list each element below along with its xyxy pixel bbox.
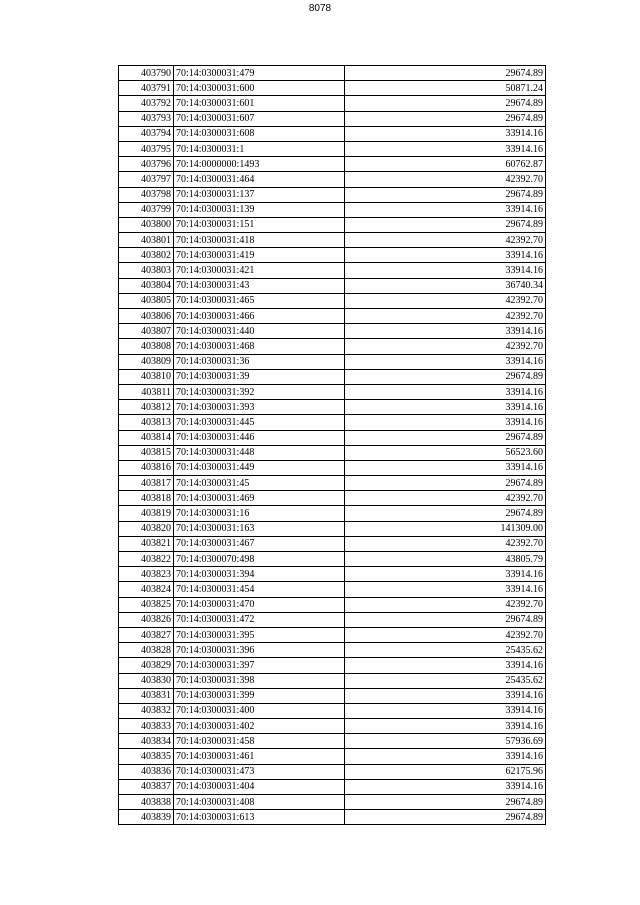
- value-cell: 33914.16: [345, 248, 546, 263]
- row-number-cell: 403813: [119, 415, 174, 430]
- value-cell: 33914.16: [345, 202, 546, 217]
- table-row: [119, 172, 546, 187]
- table-row: [119, 263, 546, 278]
- value-cell: 62175.96: [345, 764, 546, 779]
- value-cell: 33914.16: [345, 779, 546, 794]
- cadastral-number-cell: 70:14:0300031:45: [174, 476, 345, 491]
- value-cell: 33914.16: [345, 354, 546, 369]
- row-number-cell: 403832: [119, 703, 174, 718]
- row-number-cell: 403806: [119, 309, 174, 324]
- value-cell: 33914.16: [345, 582, 546, 597]
- cadastral-number-cell: 70:14:0300031:36: [174, 354, 345, 369]
- cadastral-number-cell: 70:14:0300031:473: [174, 764, 345, 779]
- value-cell: 33914.16: [345, 567, 546, 582]
- table-row: [119, 309, 546, 324]
- row-number-cell: 403790: [119, 66, 174, 81]
- cadastral-number-cell: 70:14:0300031:613: [174, 810, 345, 825]
- row-number-cell: 403802: [119, 248, 174, 263]
- cadastral-number-cell: 70:14:0300031:163: [174, 521, 345, 536]
- cadastral-number-cell: 70:14:0300031:39: [174, 369, 345, 384]
- row-number-cell: 403794: [119, 126, 174, 141]
- table-row: [119, 354, 546, 369]
- value-cell: 33914.16: [345, 324, 546, 339]
- cadastral-number-cell: 70:14:0300031:139: [174, 202, 345, 217]
- value-cell: 29674.89: [345, 96, 546, 111]
- value-cell: 42392.70: [345, 293, 546, 308]
- cadastral-number-cell: 70:14:0300031:468: [174, 339, 345, 354]
- table-row: [119, 217, 546, 232]
- table-row: [119, 445, 546, 460]
- value-cell: 33914.16: [345, 749, 546, 764]
- value-cell: 29674.89: [345, 369, 546, 384]
- cadastral-number-cell: 70:14:0300031:404: [174, 779, 345, 794]
- cadastral-number-cell: 70:14:0300031:393: [174, 400, 345, 415]
- value-cell: 29674.89: [345, 217, 546, 232]
- registry-table: [118, 65, 546, 825]
- table-row: [119, 521, 546, 536]
- value-cell: 29674.89: [345, 430, 546, 445]
- table-row: [119, 339, 546, 354]
- value-cell: 29674.89: [345, 66, 546, 81]
- cadastral-number-cell: 70:14:0300031:1: [174, 141, 345, 156]
- table-row: [119, 734, 546, 749]
- value-cell: 50871.24: [345, 81, 546, 96]
- row-number-cell: 403835: [119, 749, 174, 764]
- table-row: [119, 779, 546, 794]
- table-row: [119, 643, 546, 658]
- cadastral-number-cell: 70:14:0300031:421: [174, 263, 345, 278]
- row-number-cell: 403820: [119, 521, 174, 536]
- row-number-cell: 403816: [119, 460, 174, 475]
- value-cell: 33914.16: [345, 126, 546, 141]
- row-number-cell: 403824: [119, 582, 174, 597]
- row-number-cell: 403827: [119, 627, 174, 642]
- table-row: [119, 460, 546, 475]
- cadastral-number-cell: 70:14:0300031:608: [174, 126, 345, 141]
- cadastral-number-cell: 70:14:0300031:151: [174, 217, 345, 232]
- value-cell: 25435.62: [345, 643, 546, 658]
- value-cell: 29674.89: [345, 111, 546, 126]
- table-row: [119, 719, 546, 734]
- value-cell: 42392.70: [345, 597, 546, 612]
- row-number-cell: 403821: [119, 536, 174, 551]
- table-row: [119, 81, 546, 96]
- table-row: [119, 627, 546, 642]
- row-number-cell: 403812: [119, 400, 174, 415]
- value-cell: 42392.70: [345, 339, 546, 354]
- cadastral-number-cell: 70:14:0300031:466: [174, 309, 345, 324]
- value-cell: 42392.70: [345, 491, 546, 506]
- registry-table-body: [119, 66, 546, 825]
- table-row: [119, 293, 546, 308]
- table-row: [119, 187, 546, 202]
- value-cell: 42392.70: [345, 536, 546, 551]
- row-number-cell: 403829: [119, 658, 174, 673]
- value-cell: 33914.16: [345, 658, 546, 673]
- cadastral-number-cell: 70:14:0000000:1493: [174, 157, 345, 172]
- cadastral-number-cell: 70:14:0300031:479: [174, 66, 345, 81]
- value-cell: 42392.70: [345, 309, 546, 324]
- table-row: [119, 491, 546, 506]
- table-row: [119, 582, 546, 597]
- value-cell: 25435.62: [345, 673, 546, 688]
- cadastral-number-cell: 70:14:0300031:400: [174, 703, 345, 718]
- row-number-cell: 403819: [119, 506, 174, 521]
- row-number-cell: 403793: [119, 111, 174, 126]
- value-cell: 33914.16: [345, 263, 546, 278]
- row-number-cell: 403828: [119, 643, 174, 658]
- row-number-cell: 403807: [119, 324, 174, 339]
- table-row: [119, 384, 546, 399]
- table-row: [119, 673, 546, 688]
- row-number-cell: 403800: [119, 217, 174, 232]
- cadastral-number-cell: 70:14:0300031:394: [174, 567, 345, 582]
- cadastral-number-cell: 70:14:0300031:467: [174, 536, 345, 551]
- value-cell: 42392.70: [345, 627, 546, 642]
- row-number-cell: 403837: [119, 779, 174, 794]
- table-row: [119, 126, 546, 141]
- table-row: [119, 536, 546, 551]
- cadastral-number-cell: 70:14:0300031:446: [174, 430, 345, 445]
- row-number-cell: 403811: [119, 384, 174, 399]
- cadastral-number-cell: 70:14:0300031:392: [174, 384, 345, 399]
- table-row: [119, 749, 546, 764]
- cadastral-number-cell: 70:14:0300031:601: [174, 96, 345, 111]
- cadastral-number-cell: 70:14:0300031:396: [174, 643, 345, 658]
- table-row: [119, 795, 546, 810]
- cadastral-number-cell: 70:14:0300031:395: [174, 627, 345, 642]
- cadastral-number-cell: 70:14:0300031:469: [174, 491, 345, 506]
- value-cell: 57936.69: [345, 734, 546, 749]
- value-cell: 29674.89: [345, 187, 546, 202]
- value-cell: 29674.89: [345, 795, 546, 810]
- table-row: [119, 703, 546, 718]
- row-number-cell: 403804: [119, 278, 174, 293]
- value-cell: 141309.00: [345, 521, 546, 536]
- row-number-cell: 403838: [119, 795, 174, 810]
- row-number-cell: 403815: [119, 445, 174, 460]
- table-row: [119, 506, 546, 521]
- table-row: [119, 369, 546, 384]
- cadastral-number-cell: 70:14:0300031:397: [174, 658, 345, 673]
- cadastral-number-cell: 70:14:0300031:448: [174, 445, 345, 460]
- table-row: [119, 141, 546, 156]
- row-number-cell: 403823: [119, 567, 174, 582]
- row-number-cell: 403818: [119, 491, 174, 506]
- row-number-cell: 403808: [119, 339, 174, 354]
- cadastral-number-cell: 70:14:0300031:402: [174, 719, 345, 734]
- table-row: [119, 764, 546, 779]
- row-number-cell: 403809: [119, 354, 174, 369]
- cadastral-number-cell: 70:14:0300031:470: [174, 597, 345, 612]
- value-cell: 29674.89: [345, 506, 546, 521]
- cadastral-number-cell: 70:14:0300031:607: [174, 111, 345, 126]
- table-row: [119, 567, 546, 582]
- cadastral-number-cell: 70:14:0300031:399: [174, 688, 345, 703]
- row-number-cell: 403836: [119, 764, 174, 779]
- row-number-cell: 403826: [119, 612, 174, 627]
- cadastral-number-cell: 70:14:0300070:498: [174, 552, 345, 567]
- cadastral-number-cell: 70:14:0300031:398: [174, 673, 345, 688]
- value-cell: 33914.16: [345, 415, 546, 430]
- cadastral-number-cell: 70:14:0300031:464: [174, 172, 345, 187]
- table-row: [119, 324, 546, 339]
- value-cell: 36740.34: [345, 278, 546, 293]
- table-row: [119, 400, 546, 415]
- cadastral-number-cell: 70:14:0300031:137: [174, 187, 345, 202]
- row-number-cell: 403831: [119, 688, 174, 703]
- cadastral-number-cell: 70:14:0300031:419: [174, 248, 345, 263]
- row-number-cell: 403791: [119, 81, 174, 96]
- table-row: [119, 476, 546, 491]
- row-number-cell: 403799: [119, 202, 174, 217]
- row-number-cell: 403797: [119, 172, 174, 187]
- table-row: [119, 278, 546, 293]
- row-number-cell: 403830: [119, 673, 174, 688]
- value-cell: 60762.87: [345, 157, 546, 172]
- cadastral-number-cell: 70:14:0300031:461: [174, 749, 345, 764]
- table-row: [119, 233, 546, 248]
- table-row: [119, 111, 546, 126]
- cadastral-number-cell: 70:14:0300031:418: [174, 233, 345, 248]
- cadastral-number-cell: 70:14:0300031:408: [174, 795, 345, 810]
- cadastral-number-cell: 70:14:0300031:16: [174, 506, 345, 521]
- value-cell: 29674.89: [345, 810, 546, 825]
- table-row: [119, 430, 546, 445]
- table-row: [119, 597, 546, 612]
- row-number-cell: 403795: [119, 141, 174, 156]
- table-row: [119, 688, 546, 703]
- cadastral-number-cell: 70:14:0300031:465: [174, 293, 345, 308]
- page-number: 8078: [308, 3, 332, 14]
- value-cell: 33914.16: [345, 400, 546, 415]
- row-number-cell: 403810: [119, 369, 174, 384]
- cadastral-number-cell: 70:14:0300031:472: [174, 612, 345, 627]
- value-cell: 56523.60: [345, 445, 546, 460]
- table-row: [119, 552, 546, 567]
- row-number-cell: 403839: [119, 810, 174, 825]
- row-number-cell: 403796: [119, 157, 174, 172]
- cadastral-number-cell: 70:14:0300031:458: [174, 734, 345, 749]
- row-number-cell: 403833: [119, 719, 174, 734]
- row-number-cell: 403792: [119, 96, 174, 111]
- value-cell: 33914.16: [345, 460, 546, 475]
- table-row: [119, 658, 546, 673]
- value-cell: 42392.70: [345, 172, 546, 187]
- value-cell: 33914.16: [345, 688, 546, 703]
- cadastral-number-cell: 70:14:0300031:440: [174, 324, 345, 339]
- cadastral-number-cell: 70:14:0300031:454: [174, 582, 345, 597]
- table-row: [119, 202, 546, 217]
- table-row: [119, 810, 546, 825]
- cadastral-number-cell: 70:14:0300031:600: [174, 81, 345, 96]
- value-cell: 43805.79: [345, 552, 546, 567]
- table-row: [119, 612, 546, 627]
- table-row: [119, 415, 546, 430]
- row-number-cell: 403801: [119, 233, 174, 248]
- table-row: [119, 96, 546, 111]
- value-cell: 33914.16: [345, 384, 546, 399]
- table-row: [119, 248, 546, 263]
- table-row: [119, 66, 546, 81]
- row-number-cell: 403814: [119, 430, 174, 445]
- value-cell: 42392.70: [345, 233, 546, 248]
- cadastral-number-cell: 70:14:0300031:449: [174, 460, 345, 475]
- row-number-cell: 403817: [119, 476, 174, 491]
- row-number-cell: 403825: [119, 597, 174, 612]
- row-number-cell: 403822: [119, 552, 174, 567]
- cadastral-number-cell: 70:14:0300031:43: [174, 278, 345, 293]
- value-cell: 29674.89: [345, 476, 546, 491]
- row-number-cell: 403798: [119, 187, 174, 202]
- row-number-cell: 403803: [119, 263, 174, 278]
- value-cell: 33914.16: [345, 703, 546, 718]
- value-cell: 33914.16: [345, 719, 546, 734]
- table-row: [119, 157, 546, 172]
- cadastral-number-cell: 70:14:0300031:445: [174, 415, 345, 430]
- value-cell: 29674.89: [345, 612, 546, 627]
- value-cell: 33914.16: [345, 141, 546, 156]
- row-number-cell: 403805: [119, 293, 174, 308]
- row-number-cell: 403834: [119, 734, 174, 749]
